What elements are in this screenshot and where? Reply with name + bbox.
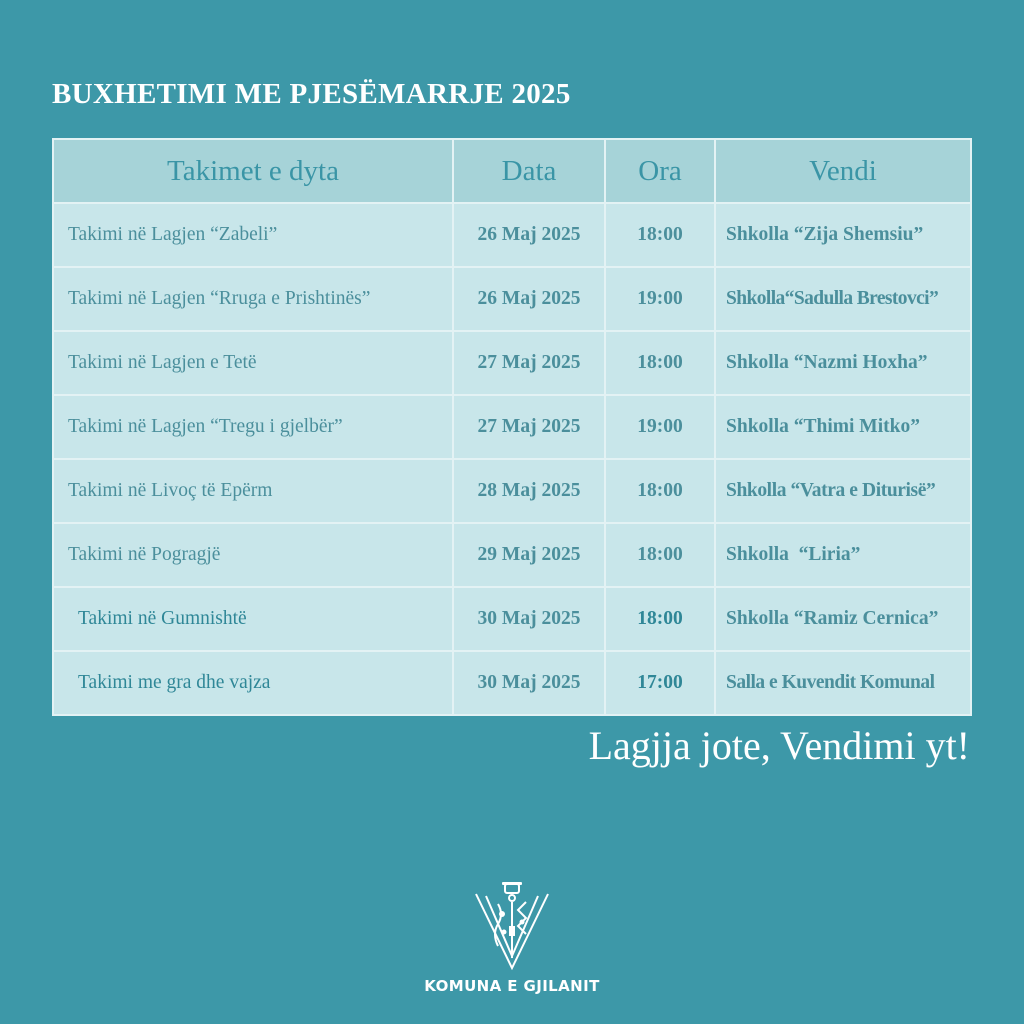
column-header-venue: Vendi xyxy=(715,139,971,203)
meeting-date: 26 Maj 2025 xyxy=(453,203,605,267)
meeting-time: 19:00 xyxy=(605,395,715,459)
table-row xyxy=(53,459,971,523)
table-row xyxy=(53,203,971,267)
meeting-date: 27 Maj 2025 xyxy=(453,395,605,459)
meeting-time: 18:00 xyxy=(605,459,715,523)
meeting-venue: Shkolla “Ramiz Cernica” xyxy=(715,587,971,651)
meeting-time: 19:00 xyxy=(605,267,715,331)
meeting-date: 30 Maj 2025 xyxy=(453,651,605,715)
meeting-name: Takimi në Lagjen “Rruga e Prishtinës” xyxy=(53,267,453,331)
column-header-meetings: Takimet e dyta xyxy=(53,139,453,203)
meeting-venue: Shkolla “Zija Shemsiu” xyxy=(715,203,971,267)
table-row xyxy=(53,587,971,651)
meeting-venue: Shkolla “Thimi Mitko” xyxy=(715,395,971,459)
meeting-time: 18:00 xyxy=(605,587,715,651)
meeting-date: 27 Maj 2025 xyxy=(453,331,605,395)
meeting-date: 29 Maj 2025 xyxy=(453,523,605,587)
meeting-venue: Shkolla“Sadulla Brestovci” xyxy=(715,267,971,331)
meeting-venue: Shkolla “Liria” xyxy=(715,523,971,587)
meeting-time: 17:00 xyxy=(605,651,715,715)
meeting-schedule-table xyxy=(52,138,972,716)
page-title: BUXHETIMI ME PJESËMARRJE 2025 xyxy=(52,78,571,110)
meeting-name: Takimi me gra dhe vajza xyxy=(53,651,453,715)
meeting-name: Takimi në Lagjen “Tregu i gjelbër” xyxy=(53,395,453,459)
meeting-name: Takimi në Lagjen e Tetë xyxy=(53,331,453,395)
meeting-name: Takimi në Gumnishtë xyxy=(53,587,453,651)
municipal-coat-of-arms-icon xyxy=(472,882,552,970)
meeting-time: 18:00 xyxy=(605,203,715,267)
meeting-name: Takimi në Pogragjë xyxy=(53,523,453,587)
table-row xyxy=(53,267,971,331)
meeting-name: Takimi në Livoç të Epërm xyxy=(53,459,453,523)
meeting-time: 18:00 xyxy=(605,523,715,587)
table-row xyxy=(53,395,971,459)
meeting-date: 26 Maj 2025 xyxy=(453,267,605,331)
table-row xyxy=(53,523,971,587)
meeting-venue: Shkolla “Vatra e Diturisë” xyxy=(715,459,971,523)
column-header-date: Data xyxy=(453,139,605,203)
table-row xyxy=(53,651,971,715)
organization-name: KOMUNA E GJILANIT xyxy=(424,977,600,995)
meeting-date: 30 Maj 2025 xyxy=(453,587,605,651)
meeting-venue: Shkolla “Nazmi Hoxha” xyxy=(715,331,971,395)
meeting-date: 28 Maj 2025 xyxy=(453,459,605,523)
table-row xyxy=(53,331,971,395)
column-header-time: Ora xyxy=(605,139,715,203)
slogan-text: Lagjja jote, Vendimi yt! xyxy=(588,723,970,768)
table-header-row xyxy=(53,139,971,203)
meeting-time: 18:00 xyxy=(605,331,715,395)
meeting-name: Takimi në Lagjen “Zabeli” xyxy=(53,203,453,267)
meeting-venue: Salla e Kuvendit Komunal xyxy=(715,651,971,715)
